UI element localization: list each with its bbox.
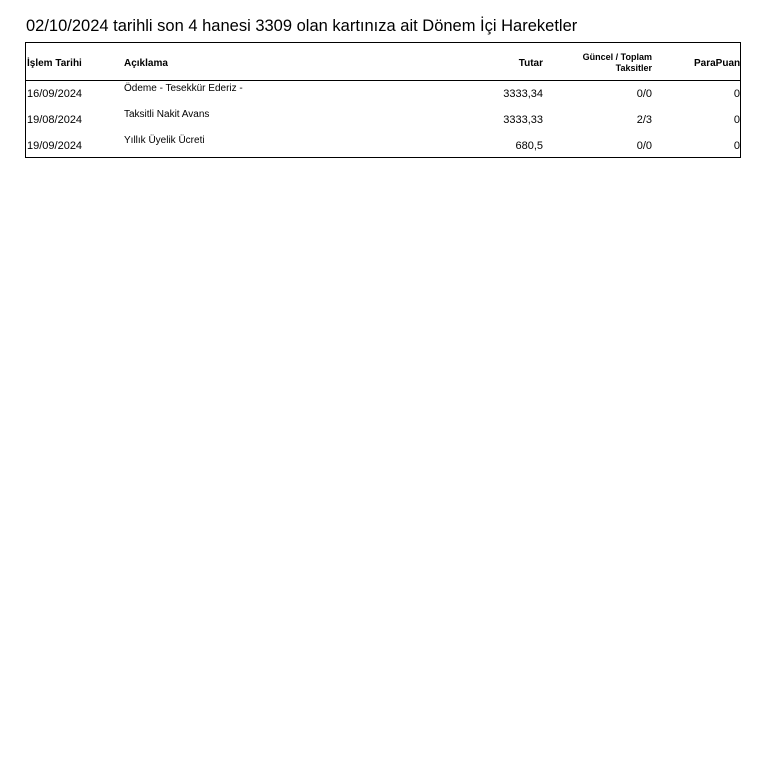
row-installments: 2/3 (636, 114, 652, 126)
row-description: Yıllık Üyelik Ücreti (124, 135, 205, 146)
row-installments: 0/0 (636, 140, 652, 152)
header-installments-line1: Güncel / Toplam (582, 52, 652, 62)
table-row (26, 107, 740, 133)
header-date: İşlem Tarihi (27, 58, 82, 69)
row-amount: 3333,34 (503, 88, 543, 100)
table-row (26, 133, 740, 158)
page-title: 02/10/2024 tarihli son 4 hanesi 3309 olan kartınıza ait Dönem İçi Hareketler (26, 17, 578, 35)
header-points: ParaPuan (694, 58, 741, 69)
row-date: 16/09/2024 (27, 88, 83, 100)
table-row (26, 81, 740, 107)
header-installments-line2: Taksitler (615, 63, 652, 73)
row-amount: 680,5 (515, 140, 543, 152)
row-description: Taksitli Nakit Avans (124, 109, 210, 120)
row-points: 0 (733, 88, 740, 100)
row-points: 0 (733, 114, 740, 126)
row-description: Ödeme - Tesekkür Ederiz - (124, 83, 243, 94)
row-date: 19/08/2024 (27, 114, 83, 126)
header-amount: Tutar (518, 58, 543, 69)
row-points: 0 (733, 140, 740, 152)
row-date: 19/09/2024 (27, 140, 83, 152)
header-description: Açıklama (124, 58, 168, 69)
header-installments (583, 52, 652, 74)
table-header (26, 43, 740, 81)
row-amount: 3333,33 (503, 114, 543, 126)
transactions-table (25, 42, 741, 158)
row-installments: 0/0 (636, 88, 652, 100)
